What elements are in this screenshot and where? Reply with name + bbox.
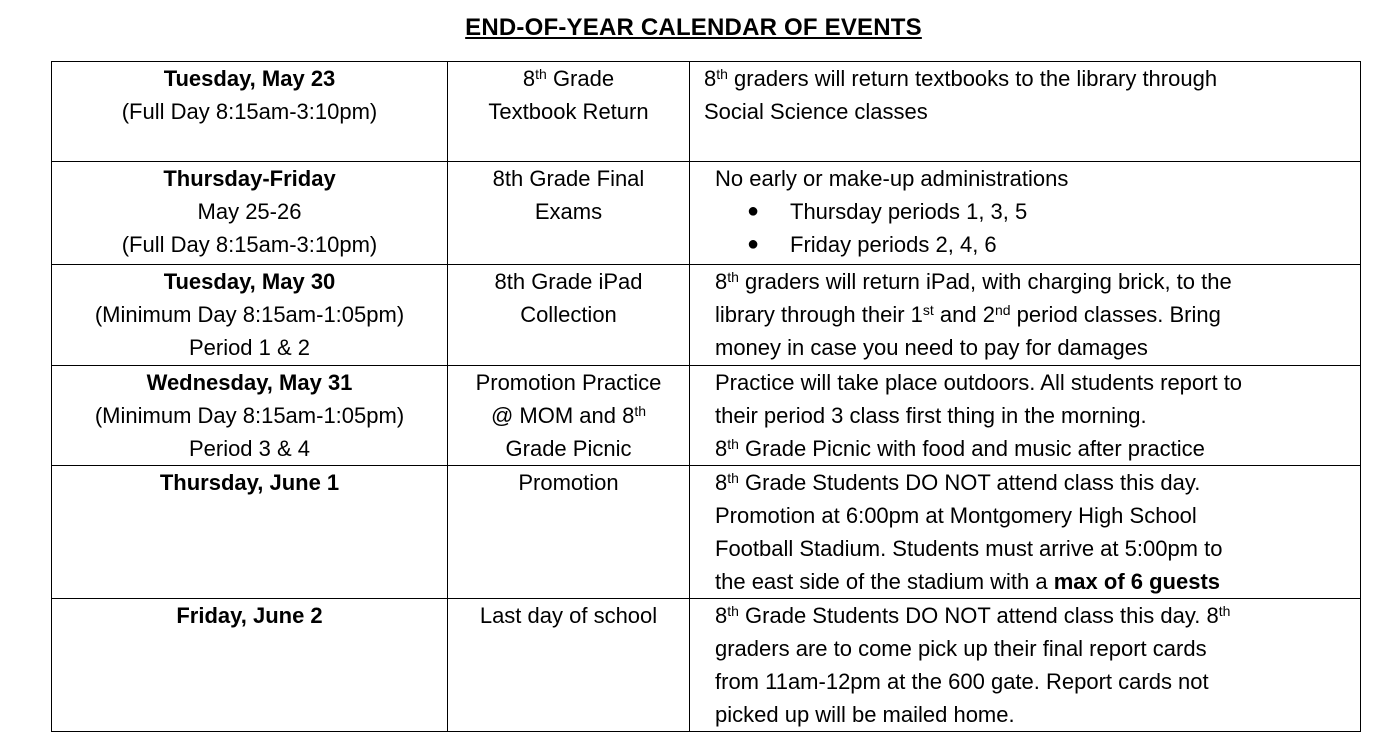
table-row	[52, 62, 1361, 162]
description-cell	[690, 466, 1361, 599]
event-line: Textbook Return	[488, 99, 649, 124]
list-item: ● Friday periods 2, 4, 6	[690, 228, 1352, 261]
description-line: library through their 1st and 2nd period classes. Bring	[715, 301, 1221, 327]
description-line: from 11am-12pm at the 600 gate. Report cards not	[715, 669, 1209, 694]
event-line: Promotion	[518, 470, 619, 495]
table-row	[52, 162, 1361, 265]
event-line: 8th Grade	[522, 65, 615, 91]
description-cell	[690, 599, 1361, 732]
bullet-icon: ●	[747, 233, 760, 255]
date-detail: (Full Day 8:15am-3:10pm)	[121, 232, 378, 257]
description-line: the east side of the stadium with a max of 6 guests	[715, 569, 1221, 594]
event-line: @ MOM and 8th	[490, 402, 647, 428]
table-row	[52, 265, 1361, 366]
date-heading: Wednesday, May 31	[146, 370, 353, 395]
description-line: Practice will take place outdoors. All students report to	[715, 370, 1243, 395]
date-heading: Friday, June 2	[176, 603, 323, 628]
event-line: Promotion Practice	[475, 370, 662, 395]
event-line: Exams	[534, 199, 603, 224]
description-cell	[690, 366, 1361, 466]
description-cell	[690, 62, 1361, 162]
event-line: Collection	[520, 302, 617, 327]
date-detail: (Full Day 8:15am-3:10pm)	[121, 99, 378, 124]
description-line: 8th Grade Students DO NOT attend class this day.	[715, 469, 1201, 495]
date-detail: Period 1 & 2	[188, 335, 311, 360]
page-title: END-OF-YEAR CALENDAR OF EVENTS	[465, 14, 922, 41]
table-row	[52, 466, 1361, 599]
date-detail: Period 3 & 4	[188, 436, 311, 461]
date-heading: Tuesday, May 23	[163, 66, 336, 91]
bullet-icon: ●	[747, 200, 760, 222]
date-cell	[52, 162, 448, 265]
event-cell	[448, 599, 690, 732]
table-row	[52, 599, 1361, 732]
description-line: their period 3 class first thing in the morning.	[715, 403, 1147, 428]
event-line: 8th Grade Final	[492, 166, 645, 191]
date-cell	[52, 265, 448, 366]
description-line: Promotion at 6:00pm at Montgomery High School	[715, 503, 1197, 528]
event-line: 8th Grade iPad	[494, 269, 643, 294]
description-line: graders are to come pick up their final report cards	[715, 636, 1207, 661]
date-cell	[52, 599, 448, 732]
description-line: Football Stadium. Students must arrive at 5:00pm to	[715, 536, 1223, 561]
description-line: money in case you need to pay for damages	[715, 335, 1148, 360]
event-cell	[448, 466, 690, 599]
date-cell	[52, 366, 448, 466]
date-detail: (Minimum Day 8:15am-1:05pm)	[94, 403, 405, 428]
date-heading: Thursday, June 1	[159, 470, 340, 495]
description-cell	[690, 162, 1361, 265]
date-heading: Tuesday, May 30	[163, 269, 336, 294]
date-heading: Thursday-Friday	[163, 166, 336, 191]
description-line: 8th graders will return textbooks to the library through	[704, 65, 1218, 91]
list-item: ● Thursday periods 1, 3, 5	[690, 195, 1352, 228]
event-cell	[448, 366, 690, 466]
bullet-list	[690, 195, 1352, 261]
date-cell	[52, 62, 448, 162]
event-line: Grade Picnic	[505, 436, 632, 461]
description-line: 8th graders will return iPad, with charging brick, to the	[715, 268, 1232, 294]
description-line: 8th Grade Picnic with food and music after practice	[715, 435, 1205, 461]
event-line: Last day of school	[479, 603, 658, 628]
description-line: 8th Grade Students DO NOT attend class this day. 8th	[715, 602, 1231, 628]
description-cell	[690, 265, 1361, 366]
table-row	[52, 366, 1361, 466]
date-detail: May 25-26	[197, 199, 302, 224]
date-cell	[52, 466, 448, 599]
date-detail: (Minimum Day 8:15am-1:05pm)	[94, 302, 405, 327]
event-cell	[448, 265, 690, 366]
events-table	[51, 61, 1361, 732]
event-cell	[448, 62, 690, 162]
event-cell	[448, 162, 690, 265]
description-line: Social Science classes	[704, 99, 928, 124]
description-line: picked up will be mailed home.	[715, 702, 1015, 727]
guest-limit: max of 6 guests	[1053, 569, 1221, 594]
description-line: No early or make-up administrations	[715, 166, 1069, 191]
